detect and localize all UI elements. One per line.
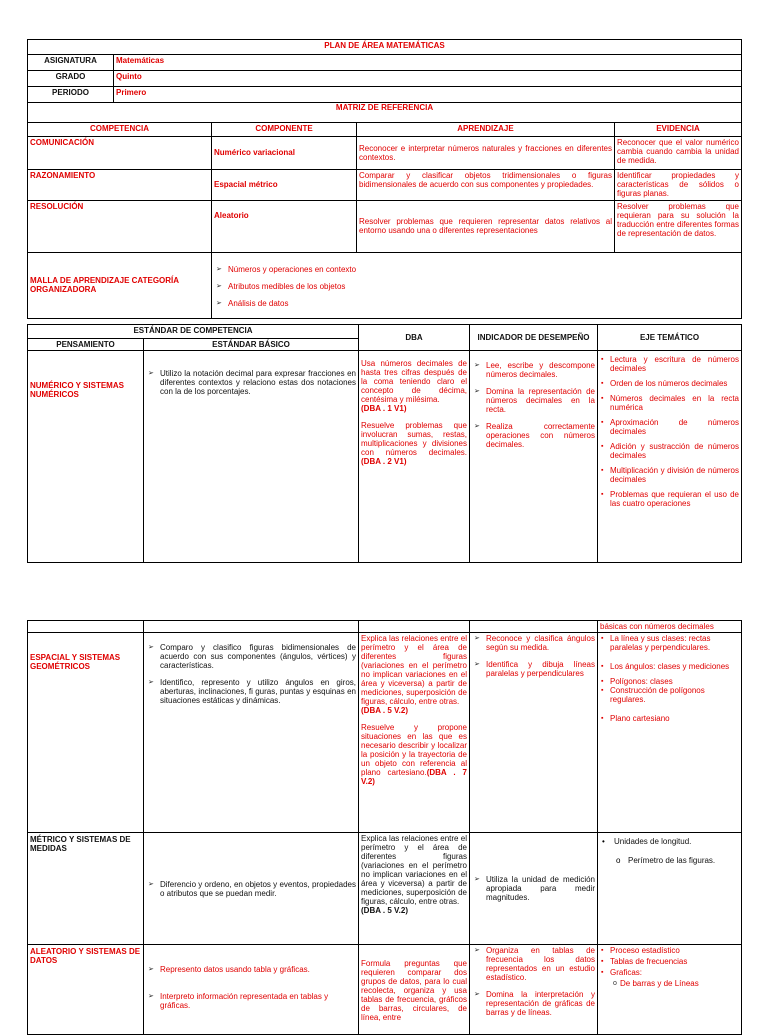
- malla-item: ➢ Números y operaciones en contexto: [228, 265, 739, 274]
- dba-ref: (DBA . 7 V.2): [361, 768, 467, 786]
- eje-item: ▪ Los ángulos: clases y mediciones: [610, 662, 739, 671]
- basico-item: ➢ Interpreto información representada en tablas y gráficas.: [160, 992, 356, 1010]
- indicador-item: ➢ Utiliza la unidad de medición apropiada para medir magnitudes.: [486, 875, 595, 902]
- eje-item: ▪ Problemas que requieran el uso de las cuatro operaciones: [610, 490, 739, 508]
- indicador-numerico: [470, 351, 598, 563]
- matrix-title: MATRIZ DE REFERENCIA: [28, 102, 742, 122]
- eje-header: EJE TEMÁTICO: [598, 325, 742, 351]
- aprendizaje-header: APRENDIZAJE: [357, 122, 615, 136]
- eje-item: ▪ Lectura y escritura de números decimales: [610, 355, 739, 373]
- evidencia-cell: Resolver problemas que requieran para su solución la traducción entre diferentes formas de representación de datos.: [615, 200, 742, 252]
- indicador-espacial: [470, 633, 598, 833]
- malla-label: MALLA DE APRENDIZAJE CATEGORÍA ORGANIZADORA: [28, 252, 212, 318]
- competencia-cell: RESOLUCIÓN: [28, 200, 212, 252]
- indicador-item: ➢ Organiza en tablas de frecuencia los datos representados en un estudio estadístico.: [486, 946, 595, 982]
- periodo-label: PERIODO: [28, 87, 114, 103]
- aprendizaje-cell: Resolver problemas que requieren representar datos relativos al entorno usando una o diferentes representaciones: [357, 200, 615, 252]
- eje-item: ▪ Aproximación de números decimales: [610, 418, 739, 436]
- indicador-item: ➢ Realiza correctamente operaciones con números decimales.: [486, 422, 595, 449]
- basico-metrico: [144, 833, 359, 945]
- eje-item: ▪ Polígonos: clases: [610, 677, 739, 686]
- aprendizaje-cell: Comparar y clasificar objetos tridimensionales o figuras bidimensionales de acuerdo con sus componentes y propiedades.: [357, 169, 615, 200]
- pensamiento-numerico: NUMÉRICO Y SISTEMAS NUMÉRICOS: [28, 351, 144, 563]
- eje-item: ▪ Tablas de frecuencias: [610, 957, 739, 966]
- evidencia-cell: Reconocer que el valor numérico cambia cuando cambia la unidad de medida.: [615, 136, 742, 169]
- competencia-cell: RAZONAMIENTO: [28, 169, 212, 200]
- eje-numerico: [598, 351, 742, 563]
- malla-item: ➢ Atributos medibles de los objetos: [228, 282, 739, 291]
- periodo-value: Primero: [114, 87, 742, 103]
- empty-cell: [470, 621, 598, 633]
- page-title: PLAN DE ÁREA MATEMÁTICAS: [28, 40, 742, 55]
- eje-item: ▪ Graficas:: [610, 968, 739, 977]
- empty-cell: [144, 621, 359, 633]
- indicador-metrico: [470, 833, 598, 945]
- componente-cell: Aleatorio: [212, 200, 357, 252]
- eje-item: • Unidades de longitud.: [614, 837, 739, 846]
- eje-item: ▪ Plano cartesiano: [610, 714, 739, 723]
- eje-metrico: [598, 833, 742, 945]
- basico-item: ➢ Comparo y clasifico figuras bidimensionales de acuerdo con sus componentes (ángulos, vértices) y características.: [160, 643, 356, 670]
- dba-metrico: [359, 833, 470, 945]
- basico-espacial: [144, 633, 359, 833]
- evidencia-cell: Identificar propiedades y características de sólidos o figuras planas.: [615, 169, 742, 200]
- competencia-cell: COMUNICACIÓN: [28, 136, 212, 169]
- dba-ref: (DBA . 5 V.2): [361, 906, 408, 915]
- dba-text: Resuelve y propone situaciones en las que es necesario describir y localizar la posición y la trayectoria de un objeto con referencia al plano cartesiano.: [361, 723, 467, 777]
- empty-cell: [28, 621, 144, 633]
- pensamiento-espacial: ESPACIAL Y SISTEMAS GEOMÉTRICOS: [28, 633, 144, 833]
- eje-item: ▪ Orden de los números decimales: [610, 379, 739, 388]
- dba-ref: (DBA . 2 V1): [361, 457, 407, 466]
- basico-numerico: [144, 351, 359, 563]
- asignatura-value: Matemáticas: [114, 55, 742, 71]
- dba-header: DBA: [359, 325, 470, 351]
- dba-numerico: [359, 351, 470, 563]
- dba-espacial: [359, 633, 470, 833]
- dba-aleatorio: Formula preguntas que requieren comparar dos grupos de datos, para lo cual recolecta, organiza y usa tablas de frecuencia, gráficos de barras, circulares, de línea, entre: [359, 945, 470, 1035]
- eje-aleatorio: [598, 945, 742, 1035]
- grado-label: GRADO: [28, 71, 114, 87]
- basico-header: ESTÁNDAR BÁSICO: [144, 339, 359, 351]
- standards-table: [27, 324, 742, 563]
- eje-item: ▪ Multiplicación y división de números decimales: [610, 466, 739, 484]
- eje-continued: básicas con números decimales: [598, 621, 742, 633]
- matrix-table: [27, 102, 742, 319]
- pensamiento-aleatorio: ALEATORIO Y SISTEMAS DE DATOS: [28, 945, 144, 1035]
- componente-cell: Espacial métrico: [212, 169, 357, 200]
- componente-cell: Numérico variacional: [212, 136, 357, 169]
- indicador-header: INDICADOR DE DESEMPEÑO: [470, 325, 598, 351]
- componente-header: COMPONENTE: [212, 122, 357, 136]
- competencia-header: COMPETENCIA: [28, 122, 212, 136]
- grado-value: Quinto: [114, 71, 742, 87]
- pensamiento-metrico: MÉTRICO Y SISTEMAS DE MEDIDAS: [28, 833, 144, 945]
- eje-item: ▪ Proceso estadístico: [610, 946, 739, 955]
- header-table: [27, 39, 742, 103]
- dba-text: Explica las relaciones entre el perímetro y el área de diferentes figuras (variaciones en el perímetro no implican variaciones en el área y viceversa) a partir de mediciones, superposición de figuras, cálculo, entre otras.: [361, 634, 467, 706]
- eje-item: o Perímetro de las figuras.: [614, 856, 739, 865]
- eje-item: ▪ La línea y sus clases: rectas paralelas y perpendiculares.: [610, 634, 739, 652]
- indicador-item: ➢ Lee, escribe y descompone números decimales.: [486, 361, 595, 379]
- indicador-item: ➢ Reconoce y clasifica ángulos según su medida.: [486, 634, 595, 652]
- eje-item: ▪ Construcción de polígonos regulares.: [610, 686, 739, 704]
- malla-items: [212, 252, 742, 318]
- asignatura-label: ASIGNATURA: [28, 55, 114, 71]
- evidencia-header: EVIDENCIA: [615, 122, 742, 136]
- basico-item: ➢ Diferencio y ordeno, en objetos y eventos, propiedades o atributos que se puedan medir.: [160, 880, 356, 898]
- basico-item: ➢ Utilizo la notación decimal para expresar fracciones en diferentes contextos y relaciono estas dos notaciones con la de los porcentajes.: [160, 369, 356, 396]
- eje-espacial: [598, 633, 742, 833]
- eje-item: ▪ Adición y sustracción de números decimales: [610, 442, 739, 460]
- basico-item: ➢ Represento datos usando tabla y gráficas.: [160, 965, 356, 974]
- eje-item: ▪ Números decimales en la recta numérica: [610, 394, 739, 412]
- malla-item: ➢ Análisis de datos: [228, 299, 739, 308]
- indicador-item: ➢ Domina la interpretación y representación de gráficas de barras y de líneas.: [486, 990, 595, 1017]
- aprendizaje-cell: Reconocer e interpretar números naturales y fracciones en diferentes contextos.: [357, 136, 615, 169]
- basico-item: ➢ Identifico, represento y utilizo ángulos en giros, aberturas, inclinaciones, fi guras, puntas y esquinas en situaciones estáticas y dinámicas.: [160, 678, 356, 705]
- dba-text: Explica las relaciones entre el perímetro y el área de diferentes figuras (variaciones en el perímetro no implican variaciones en el área y viceversa) a partir de mediciones, superposición de figuras, cálculo, entre otras.: [361, 834, 467, 906]
- dba-text: Usa números decimales de hasta tres cifras después de la coma teniendo claro el concepto de décima, centésima y milésima.: [361, 359, 467, 404]
- dba-ref: (DBA . 5 V.2): [361, 706, 408, 715]
- dba-text: Resuelve problemas que involucran sumas, restas, multiplicaciones y divisiones con números decimales.: [361, 421, 467, 457]
- estandar-header: ESTÁNDAR DE COMPETENCIA: [28, 325, 359, 339]
- dba-ref: (DBA . 1 V1): [361, 404, 407, 413]
- standards-table-continued: [27, 620, 742, 1035]
- eje-item: o De barras y de Líneas: [610, 979, 739, 988]
- empty-cell: [359, 621, 470, 633]
- pensamiento-header: PENSAMIENTO: [28, 339, 144, 351]
- indicador-aleatorio: [470, 945, 598, 1035]
- basico-aleatorio: [144, 945, 359, 1035]
- indicador-item: ➢ Domina la representación de números decimales en la recta.: [486, 387, 595, 414]
- indicador-item: ➢ Identifica y dibuja líneas paralelas y perpendiculares: [486, 660, 595, 678]
